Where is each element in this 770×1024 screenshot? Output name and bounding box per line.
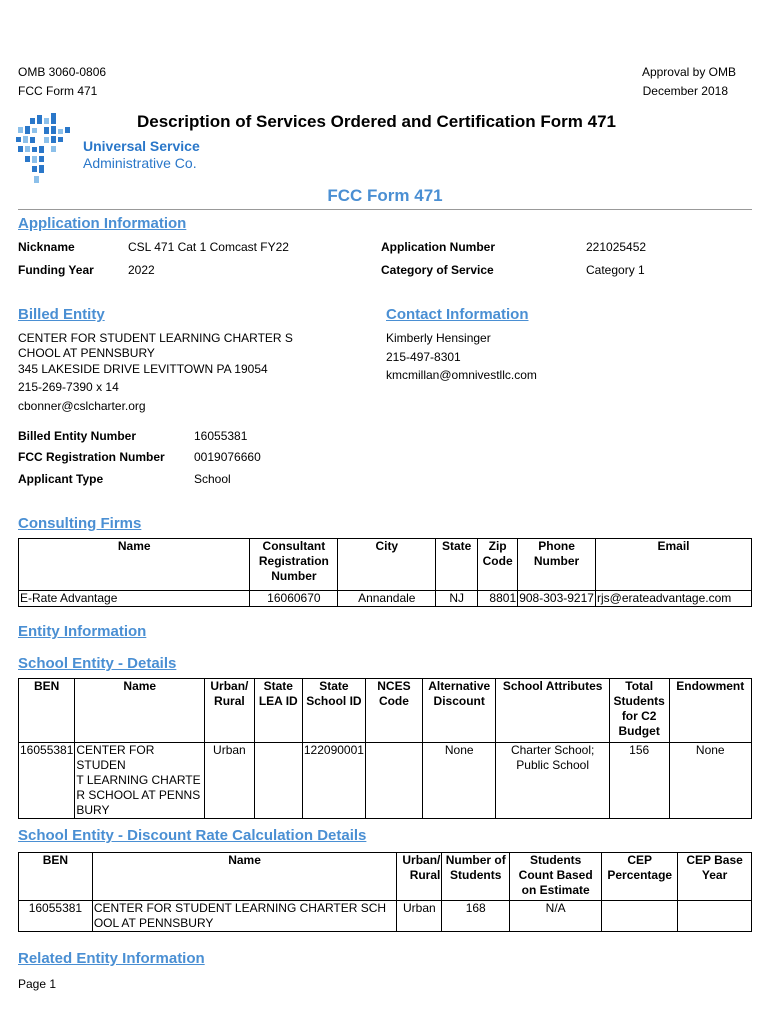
cell-cep-percentage — [602, 901, 678, 932]
cell-endowment: None — [669, 743, 751, 819]
col-school-attributes: School Attributes — [496, 679, 609, 743]
application-number-value: 221025452 — [586, 240, 647, 254]
cell-state: NJ — [436, 591, 478, 607]
col-urban-rural: Urban/ Rural — [397, 853, 442, 901]
omb-number: OMB 3060-0806 — [18, 65, 107, 79]
cell-nces-code — [365, 743, 422, 819]
nickname-value: CSL 471 Cat 1 Comcast FY22 — [128, 240, 289, 254]
col-alternative-discount: Alternative Discount — [422, 679, 496, 743]
cell-email: rjs@erateadvantage.com — [596, 591, 752, 607]
fcc-registration-value: 0019076660 — [194, 450, 261, 464]
entity-info-heading: Entity Information — [18, 623, 147, 640]
col-total-students: Total Students for C2 Budget — [609, 679, 669, 743]
cell-name — [75, 743, 205, 819]
cell-name-line1: CENTER FOR STUDEN — [76, 743, 155, 772]
col-urban-rural: Urban/ Rural — [205, 679, 255, 743]
page-number: Page 1 — [18, 977, 57, 991]
col-nces-code: NCES Code — [365, 679, 422, 743]
col-cep-base-year: CEP Base Year — [678, 853, 752, 901]
cell-name: E-Rate Advantage — [19, 591, 250, 607]
cell-name-line2: T LEARNING CHARTE — [76, 773, 201, 787]
cell-cep-base-year — [678, 901, 752, 932]
cell-state-school-id: 122090001 — [302, 743, 365, 819]
cell-ben: 16055381 — [19, 743, 75, 819]
col-name: Name — [92, 853, 396, 901]
billed-entity-name-line2: CHOOL AT PENNSBURY — [18, 346, 155, 360]
cell-zip: 8801 — [478, 591, 518, 607]
cell-name-line1: CENTER FOR STUDENT LEARNING CHARTER SCH — [93, 901, 387, 915]
contact-name: Kimberly Hensinger — [386, 331, 491, 345]
col-students-estimate: Students Count Based on Estimate — [510, 853, 602, 901]
cell-consultant-reg: 16060670 — [250, 591, 338, 607]
application-info-heading: Application Information — [18, 215, 187, 232]
cell-name-line4: BURY — [76, 803, 110, 817]
billed-entity-number-value: 16055381 — [194, 429, 248, 443]
usac-logo-icon — [14, 113, 74, 185]
form-title: Description of Services Ordered and Certification Form 471 — [137, 112, 616, 131]
discount-calc-table — [18, 852, 752, 932]
col-state-school-id: State School ID — [302, 679, 365, 743]
category-value: Category 1 — [586, 263, 645, 277]
logo-text-line1: Universal Service — [83, 138, 200, 154]
school-details-table — [18, 678, 752, 819]
contact-info-heading: Contact Information — [386, 306, 529, 323]
approval-date: December 2018 — [642, 84, 728, 98]
billed-entity-name-line1: CENTER FOR STUDENT LEARNING CHARTER S — [18, 331, 293, 345]
col-cep-percentage: CEP Percentage — [602, 853, 678, 901]
cell-city: Annandale — [338, 591, 436, 607]
cell-alternative-discount: None — [422, 743, 496, 819]
billed-entity-address: 345 LAKESIDE DRIVE LEVITTOWN PA 19054 — [18, 362, 268, 376]
discount-calc-heading: School Entity - Discount Rate Calculation Details — [18, 827, 367, 844]
cell-phone: 908-303-9217 — [519, 591, 594, 605]
cell-attributes-line2: Public School — [516, 758, 589, 772]
col-consultant-reg: Consultant Registration Number — [250, 539, 338, 591]
col-name: Name — [19, 539, 250, 591]
col-zip: Zip Code — [478, 539, 518, 591]
cell-total-students: 156 — [609, 743, 669, 819]
related-entity-heading: Related Entity Information — [18, 950, 205, 967]
nickname-label: Nickname — [18, 240, 75, 254]
cell-attributes-line1: Charter School; — [510, 743, 595, 757]
funding-year-value: 2022 — [128, 263, 155, 277]
col-endowment: Endowment — [669, 679, 751, 743]
school-details-heading: School Entity - Details — [18, 655, 177, 672]
billed-entity-email: cbonner@cslcharter.org — [18, 399, 146, 413]
billed-entity-phone: 215-269-7390 x 14 — [18, 380, 119, 394]
cell-name — [92, 901, 396, 932]
table-row — [19, 743, 752, 819]
consulting-firms-table — [18, 538, 752, 607]
billed-entity-number-label: Billed Entity Number — [18, 429, 137, 443]
cell-urban-rural: Urban — [205, 743, 255, 819]
contact-phone: 215-497-8301 — [386, 350, 461, 364]
cell-name-line2: OOL AT PENNSBURY — [93, 916, 214, 930]
table-row — [19, 591, 752, 607]
form-subtitle: FCC Form 471 — [327, 186, 443, 205]
cell-urban-rural: Urban — [397, 901, 442, 932]
funding-year-label: Funding Year — [18, 263, 94, 277]
category-label: Category of Service — [381, 263, 494, 277]
col-city: City — [338, 539, 436, 591]
cell-school-attributes — [496, 743, 609, 819]
contact-email: kmcmillan@omnivestllc.com — [386, 368, 537, 382]
application-number-label: Application Number — [381, 240, 496, 254]
cell-students-estimate: N/A — [510, 901, 602, 932]
fcc-registration-label: FCC Registration Number — [18, 450, 165, 464]
cell-number-of-students: 168 — [442, 901, 510, 932]
consulting-firms-heading: Consulting Firms — [18, 515, 142, 532]
table-row — [19, 901, 752, 932]
col-number-of-students: Number of Students — [442, 853, 510, 901]
cell-ben: 16055381 — [19, 901, 93, 932]
form-number: FCC Form 471 — [18, 84, 98, 98]
applicant-type-label: Applicant Type — [18, 472, 104, 486]
col-ben: BEN — [19, 679, 75, 743]
col-state: State — [436, 539, 478, 591]
col-state-lea-id: State LEA ID — [254, 679, 302, 743]
logo-text-line2: Administrative Co. — [83, 155, 197, 171]
header-divider — [18, 209, 752, 210]
col-phone: Phone Number — [518, 539, 596, 591]
approval-text: Approval by OMB — [641, 65, 736, 79]
cell-state-lea-id — [254, 743, 302, 819]
col-name: Name — [75, 679, 205, 743]
applicant-type-value: School — [194, 472, 231, 486]
col-ben: BEN — [19, 853, 93, 901]
billed-entity-heading: Billed Entity — [18, 306, 105, 323]
cell-name-line3: R SCHOOL AT PENNS — [76, 788, 201, 802]
col-email: Email — [596, 539, 752, 591]
